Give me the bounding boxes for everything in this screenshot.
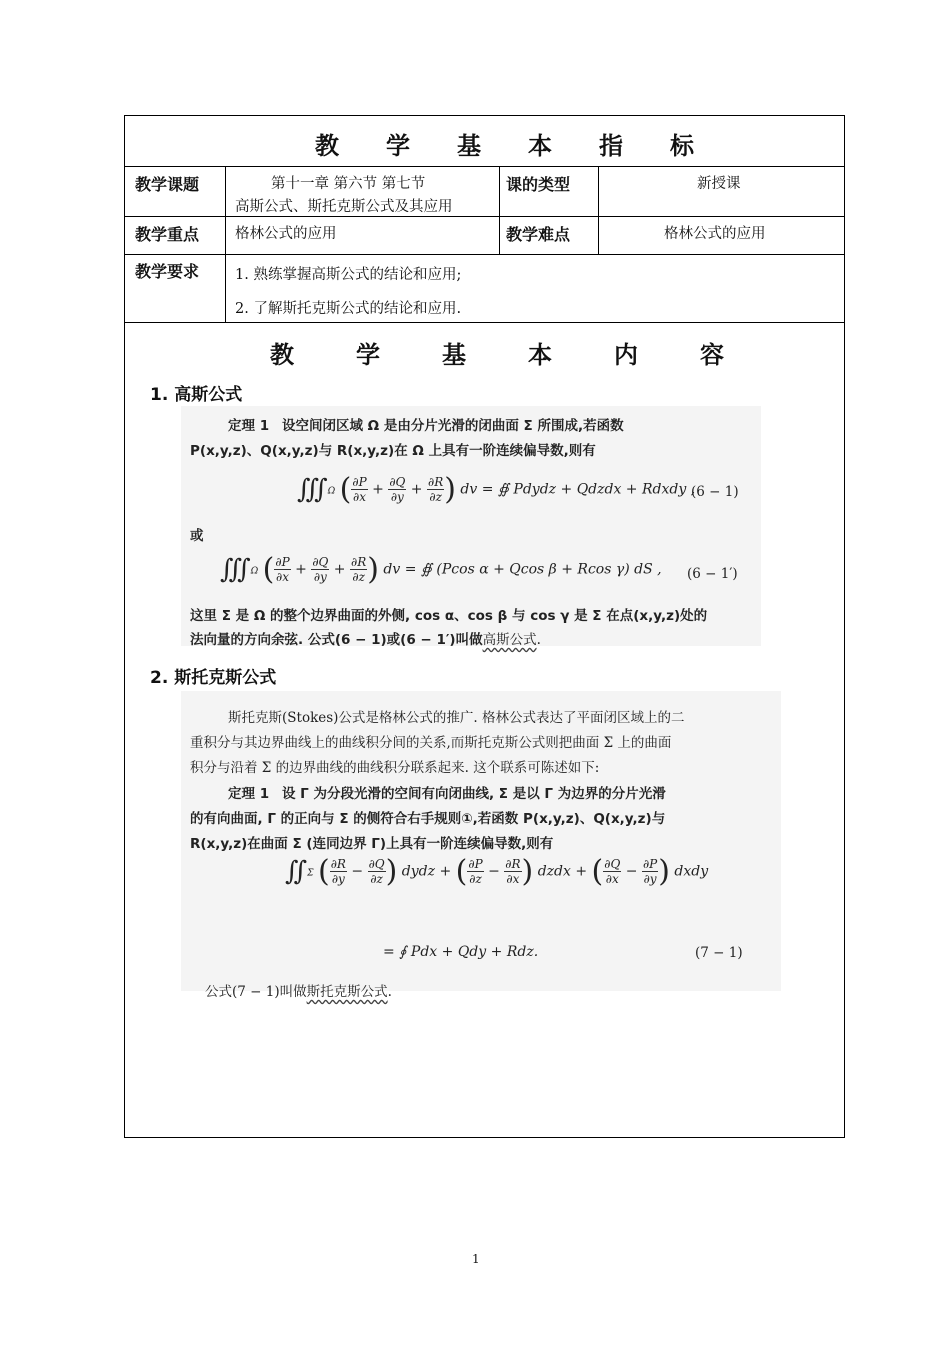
gauss-equation-2: ∭Ω ( $\frac{\partial P}{\partial x}$ + $\frac{\partial Q}{\partial y}$ + $\frac{\partial R}{\partial z}$ ) dv = ∯ (Pcos α + Qcos β + Rcos γ) dS , <box>220 552 662 587</box>
gauss-or-label: 或 <box>190 528 204 544</box>
stokes-formula-term: 斯托克斯公式 <box>306 984 388 1000</box>
requirements-label: 教学要求 <box>135 262 200 281</box>
lesson-type-value: 新授课 <box>697 176 741 192</box>
difficulty-value: 格林公式的应用 <box>664 226 766 242</box>
focus-label: 教学重点 <box>135 225 200 244</box>
requirement-item: 1. 熟练掌握高斯公式的结论和应用; <box>235 267 462 283</box>
table-rule <box>125 322 844 323</box>
section-heading-gauss: 1. 高斯公式 <box>150 385 243 405</box>
page-number: 1 <box>472 1252 480 1266</box>
topic-label: 教学课题 <box>135 175 200 194</box>
table-rule <box>499 166 500 254</box>
gauss-note-line-2: 法向量的方向余弦. 公式(6 − 1)或(6 − 1′)叫做高斯公式. <box>190 632 541 648</box>
stokes-theorem-line-2: 的有向曲面, Γ 的正向与 Σ 的侧符合右手规则①,若函数 P(x,y,z)、Q(x,y,z)与 <box>190 811 666 827</box>
stokes-closing-line: 公式(7 − 1)叫做斯托克斯公式. <box>205 984 392 1000</box>
gauss-equation-1: ∭Ω ( $\frac{\partial P}{\partial x}$ + $\frac{\partial Q}{\partial y}$ + $\frac{\partial R}{\partial z}$ ) dv = ∯ Pdydz + Qdzdx + Rdxdy , <box>297 472 696 507</box>
section-heading-stokes: 2. 斯托克斯公式 <box>150 668 277 688</box>
stokes-intro-line-2: 重积分与其边界曲线上的曲线积分间的关系,而斯托克斯公式则把曲面 Σ 上的曲面 <box>190 735 672 751</box>
equation-tag: (7 − 1) <box>695 945 743 961</box>
stokes-intro-line-3: 积分与沿着 Σ 的边界曲线的曲线积分联系起来. 这个联系可陈述如下: <box>190 760 600 776</box>
table-rule <box>125 166 844 167</box>
table-title: 教 学 基 本 指 标 <box>315 132 694 160</box>
table-rule <box>125 254 844 255</box>
stokes-equation-rhs: = ∮ Pdx + Qdy + Rdz. <box>383 944 539 960</box>
gauss-formula-term: 高斯公式 <box>482 632 537 648</box>
gauss-note-line-1: 这里 Σ 是 Ω 的整个边界曲面的外侧, cos α、cos β 与 cos γ 是 Σ 在点(x,y,z)处的 <box>190 608 708 624</box>
topic-line-2: 高斯公式、斯托克斯公式及其应用 <box>235 199 453 215</box>
gauss-theorem-line-1: 定理 1 设空间闭区域 Ω 是由分片光滑的闭曲面 Σ 所围成,若函数 <box>228 418 624 434</box>
stokes-equation-lhs: ∬Σ ( $\frac{\partial R}{\partial y}$ − $\frac{\partial Q}{\partial z}$ ) dydz + ( $\frac{\partial P}{\partial z}$ − $\frac{\partial R}{\partial x}$ ) dzdx + ( $\frac{\partial Q}{\partial x}$ − $\frac{\partial P}{\partial y}$ ) dxdy <box>285 854 709 889</box>
teaching-plan-table <box>124 115 845 1138</box>
stokes-theorem-line-1: 定理 1 设 Γ 为分段光滑的空间有向闭曲线, Σ 是以 Γ 为边界的分片光滑 <box>228 786 666 802</box>
topic-line-1: 第十一章 第六节 第七节 <box>271 176 426 192</box>
requirement-item: 2. 了解斯托克斯公式的结论和应用. <box>235 301 462 317</box>
equation-tag: (6 − 1) <box>691 484 739 500</box>
equation-tag: (6 − 1′) <box>687 566 738 582</box>
table-rule <box>225 166 226 322</box>
stokes-theorem-line-3: R(x,y,z)在曲面 Σ (连同边界 Γ)上具有一阶连续偏导数,则有 <box>190 836 554 852</box>
table-rule <box>598 166 599 254</box>
gauss-theorem-line-2: P(x,y,z)、Q(x,y,z)与 R(x,y,z)在 Ω 上具有一阶连续偏导数,则有 <box>190 443 596 459</box>
difficulty-label: 教学难点 <box>506 225 571 244</box>
content-title: 教 学 基 本 内 容 <box>270 341 724 369</box>
table-rule <box>125 216 844 217</box>
focus-value: 格林公式的应用 <box>235 226 337 242</box>
stokes-intro-line-1: 斯托克斯(Stokes)公式是格林公式的推广. 格林公式表达了平面闭区域上的二 <box>228 710 685 726</box>
lesson-type-label: 课的类型 <box>506 175 571 194</box>
